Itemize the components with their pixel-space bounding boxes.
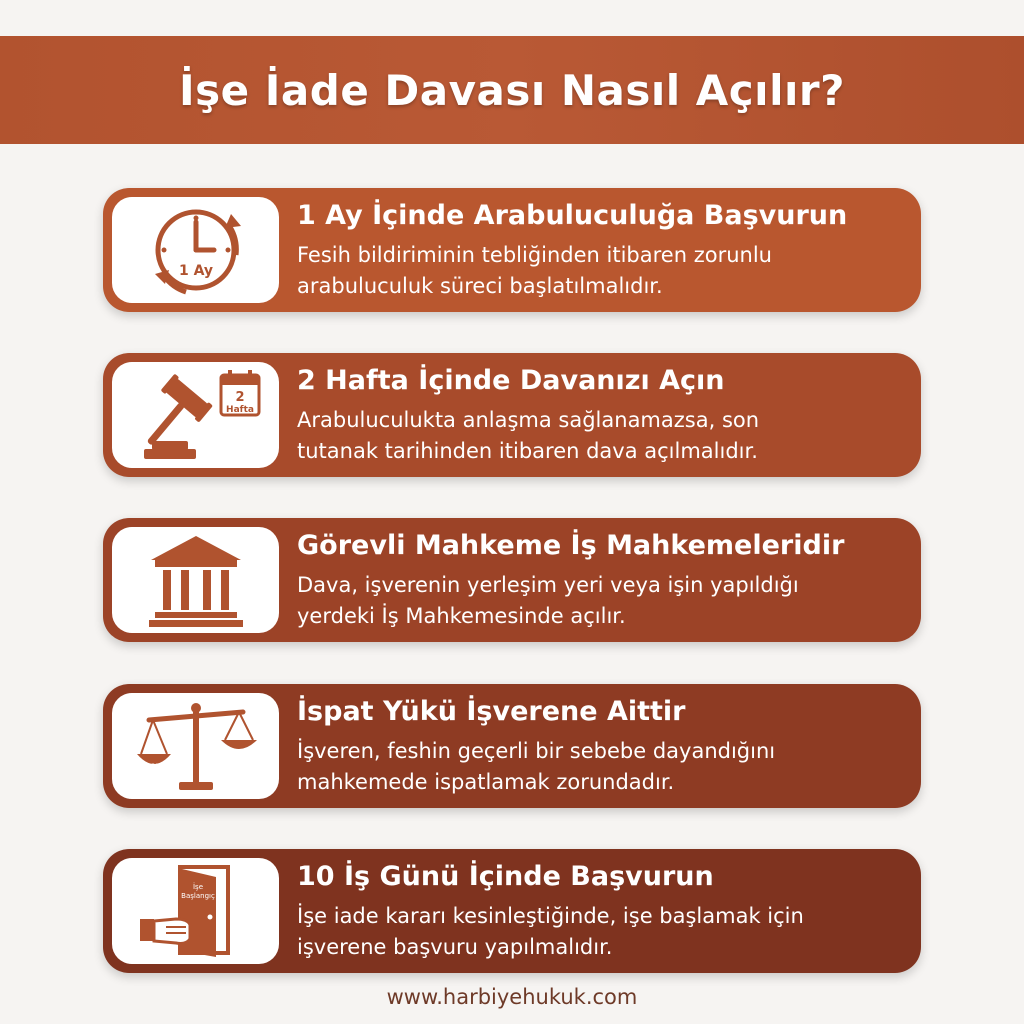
step-1-description	[297, 240, 897, 302]
step-5-description	[297, 901, 897, 963]
step-2-title: 2 Hafta İçinde Davanızı Açın	[297, 365, 725, 396]
step-2-description	[297, 405, 897, 467]
step-5-desc-line-2: işverene başvuru yapılmalıdır.	[297, 935, 613, 959]
step-3-desc-line-1: Dava, işverenin yerleşim yeri veya işin yapıldığı	[297, 573, 799, 597]
step-2-icon-box	[112, 362, 279, 468]
step-card-3	[103, 518, 921, 642]
step-4-desc-line-1: İşveren, feshin geçerli bir sebebe dayandığını	[297, 739, 776, 763]
step-1-desc-line-1: Fesih bildiriminin tebliğinden itibaren zorunlu	[297, 243, 772, 267]
step-1-desc-line-2: arabuluculuk süreci başlatılmalıdır.	[297, 274, 663, 298]
step-card-2	[103, 353, 921, 477]
door-label: Başlangıç	[180, 892, 215, 900]
step-1-title: 1 Ay İçinde Arabuluculuğa Başvurun	[297, 200, 848, 231]
step-card-1	[103, 188, 921, 312]
step-2-desc-line-1: Arabuluculukta anlaşma sağlanamazsa, son	[297, 408, 760, 432]
step-card-5	[103, 849, 921, 973]
scales-pan-label: İşveren	[136, 761, 171, 770]
clock-icon	[141, 200, 251, 300]
calendar-number: 2	[234, 390, 245, 405]
step-4-description	[297, 736, 897, 798]
courthouse-icon	[141, 530, 251, 630]
footer-url: www.harbiyehukuk.com	[386, 985, 638, 1009]
door-label-top: İşe	[192, 883, 203, 891]
step-5-desc-line-1: İşe iade kararı kesinleştiğinde, işe başlamak için	[297, 904, 804, 928]
page-title: İşe İade Davası Nasıl Açılır?	[179, 65, 845, 115]
scales-icon	[131, 696, 261, 796]
step-3-desc-line-2: yerdeki İş Mahkemesinde açılır.	[297, 604, 626, 628]
calendar-label: Hafta	[225, 405, 254, 415]
step-5-title: 10 İş Günü İçinde Başvurun	[297, 861, 714, 892]
clock-icon-label: 1 Ay	[178, 263, 213, 279]
step-3-icon-box	[112, 527, 279, 633]
step-card-4	[103, 684, 921, 808]
step-3-title: Görevli Mahkeme İş Mahkemeleridir	[297, 530, 845, 561]
step-3-description	[297, 570, 897, 632]
step-4-title: İspat Yükü İşverene Aittir	[297, 696, 686, 727]
step-4-icon-box	[112, 693, 279, 799]
title-banner	[0, 36, 1024, 144]
step-2-desc-line-2: tutanak tarihinden itibaren dava açılmalıdır.	[297, 439, 758, 463]
step-5-icon-box	[112, 858, 279, 964]
step-1-icon-box	[112, 197, 279, 303]
door-hand-icon	[136, 861, 256, 961]
gavel-calendar-icon	[126, 365, 266, 465]
step-4-desc-line-2: mahkemede ispatlamak zorundadır.	[297, 770, 675, 794]
